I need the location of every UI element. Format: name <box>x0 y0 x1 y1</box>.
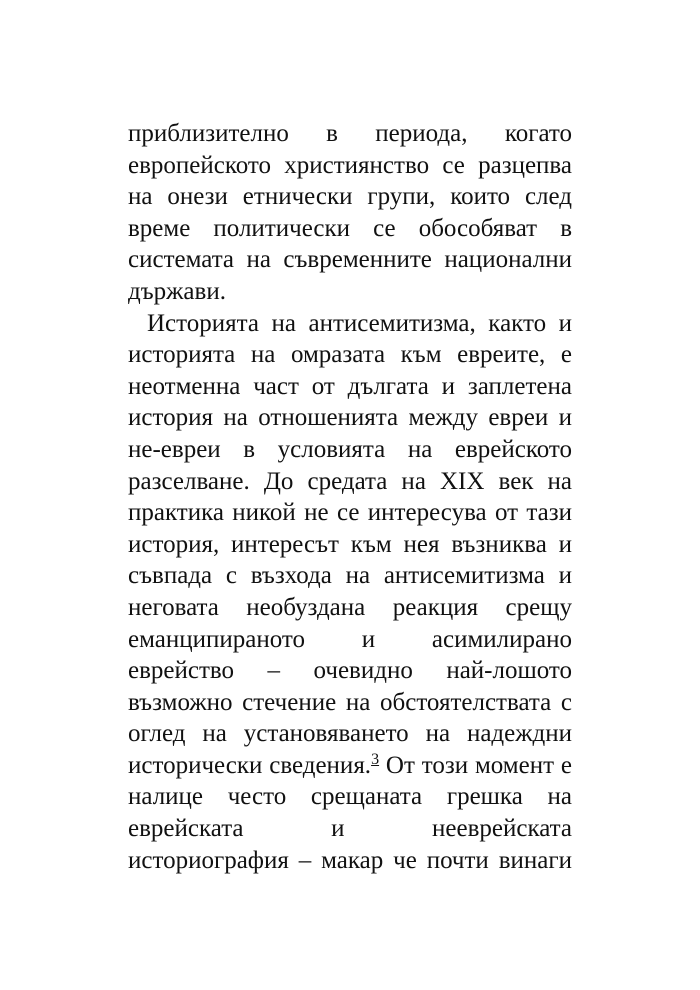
text-line: не-евреи в условията на еврейското <box>128 435 572 463</box>
body-text <box>128 118 572 876</box>
footnote-line-start: исторически сведения. <box>128 751 372 779</box>
text-line: еманципираното и асимилирано <box>128 625 572 653</box>
text-line: възможно стечение на обстоятелствата с <box>128 688 572 716</box>
text-line: налице често срещаната грешка на <box>128 783 572 811</box>
text-line: Историята на антисемитизма, както и <box>147 309 572 337</box>
paragraph <box>128 308 572 877</box>
text-line: практика никой не се интересува от тази <box>128 499 572 527</box>
text-line: системата на съвременните национални <box>128 246 572 274</box>
footnote-ref-link[interactable]: 3 <box>371 750 380 768</box>
text-line: на онези етнически групи, които след <box>128 183 572 211</box>
text-line: еврейство – очевидно най-лошото <box>128 657 572 685</box>
text-line: оглед на установяването на надеждни <box>128 720 572 748</box>
text-line: държави. <box>128 277 226 305</box>
paragraph <box>128 118 572 308</box>
text-line: история на отношенията между евреи и <box>128 404 572 432</box>
text-line: историята на омразата към евреите, е <box>128 341 572 369</box>
text-line: приблизително в периода, когато <box>128 120 572 147</box>
footnote-line-end: От този момент е <box>379 751 572 779</box>
text-line: време политически се обособяват в <box>128 214 572 242</box>
text-line: неговата необуздана реакция срещу <box>128 593 572 621</box>
text-line: историография – макар че почти винаги <box>128 846 572 874</box>
text-line: разселване. До средата на XIX век на <box>128 467 572 495</box>
text-line: европейското християнство се разцепва <box>128 151 572 179</box>
text-line: история, интересът към нея възниква и <box>128 530 572 558</box>
text-line <box>128 750 572 782</box>
text-line: неотменна част от дългата и заплетена <box>128 372 572 400</box>
text-line: съвпада с възхода на антисемитизма и <box>128 562 572 590</box>
text-line: еврейската и нееврейската <box>128 815 572 843</box>
